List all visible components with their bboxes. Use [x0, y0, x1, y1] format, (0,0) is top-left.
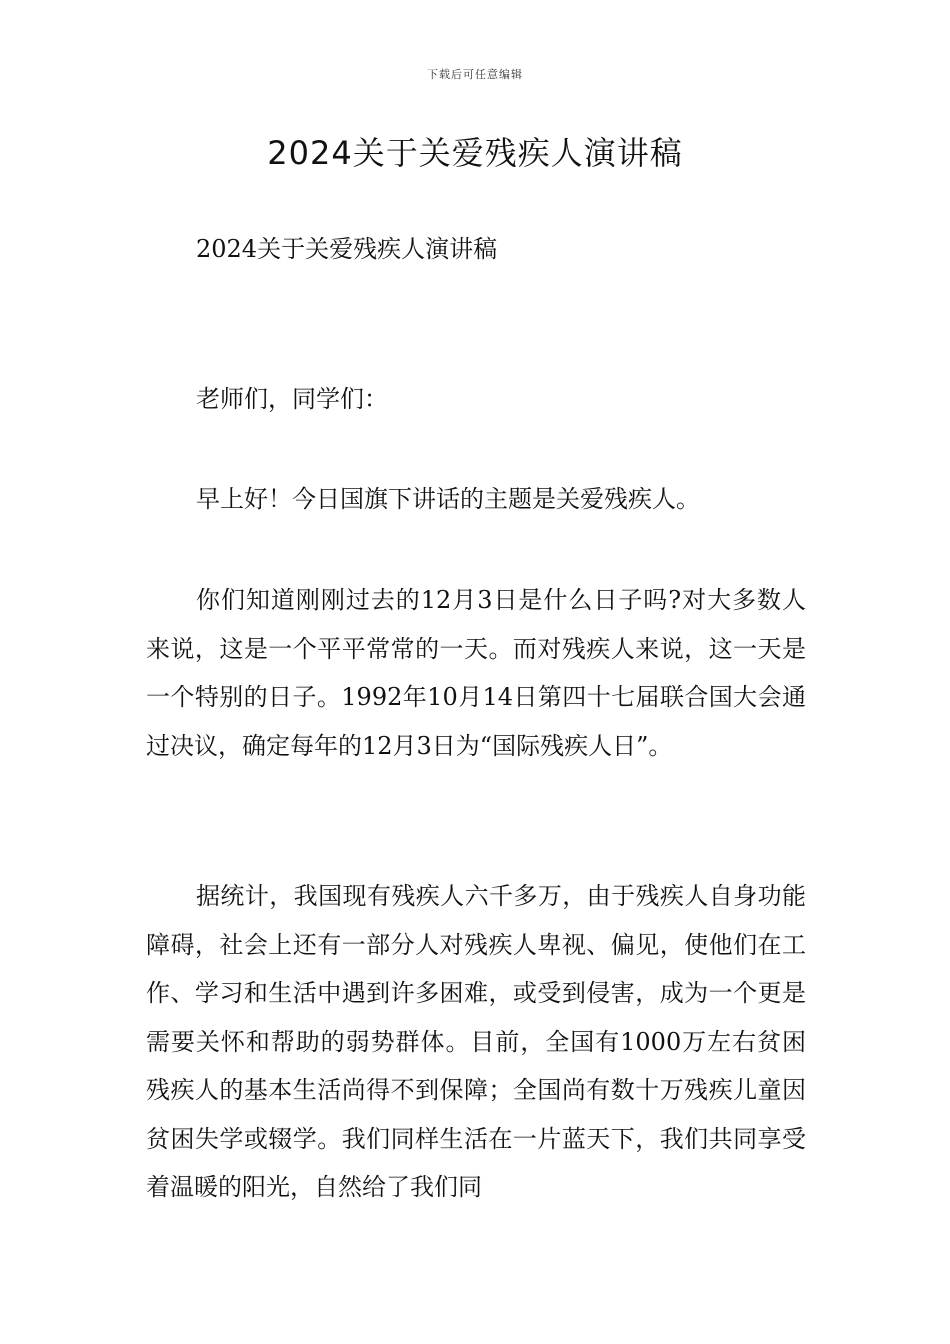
salutation: 老师们，同学们：	[196, 385, 388, 413]
header-note: 下载后可任意编辑	[427, 68, 523, 81]
greeting: 早上好！今日国旗下讲话的主题是关爱残疾人。	[196, 485, 700, 513]
document-subtitle: 2024关于关爱残疾人演讲稿	[196, 235, 498, 263]
body-paragraph-1: 你们知道刚刚过去的12月3日是什么日子吗?对大多数人来说，这是一个平平常常的一天。而对残疾人来说，这一天是一个特别的日子。1992年10月14日第四十七届联合国大会通过决议，确定每年的12月3日为“国际残疾人日”。	[146, 586, 806, 760]
document-title: 2024关于关爱残疾人演讲稿	[267, 134, 683, 172]
body-paragraph-2: 据统计，我国现有残疾人六千多万，由于残疾人自身功能障碍，社会上还有一部分人对残疾人卑视、偏见，使他们在工作、学习和生活中遇到许多困难，或受到侵害，成为一个更是需要关怀和帮助的弱势群体。目前，全国有1000万左右贫困残疾人的基本生活尚得不到保障；全国尚有数十万残疾儿童因贫困失学或辍学。我们同样生活在一片蓝天下，我们共同享受着温暖的阳光，自然给了我们同	[146, 882, 806, 1201]
